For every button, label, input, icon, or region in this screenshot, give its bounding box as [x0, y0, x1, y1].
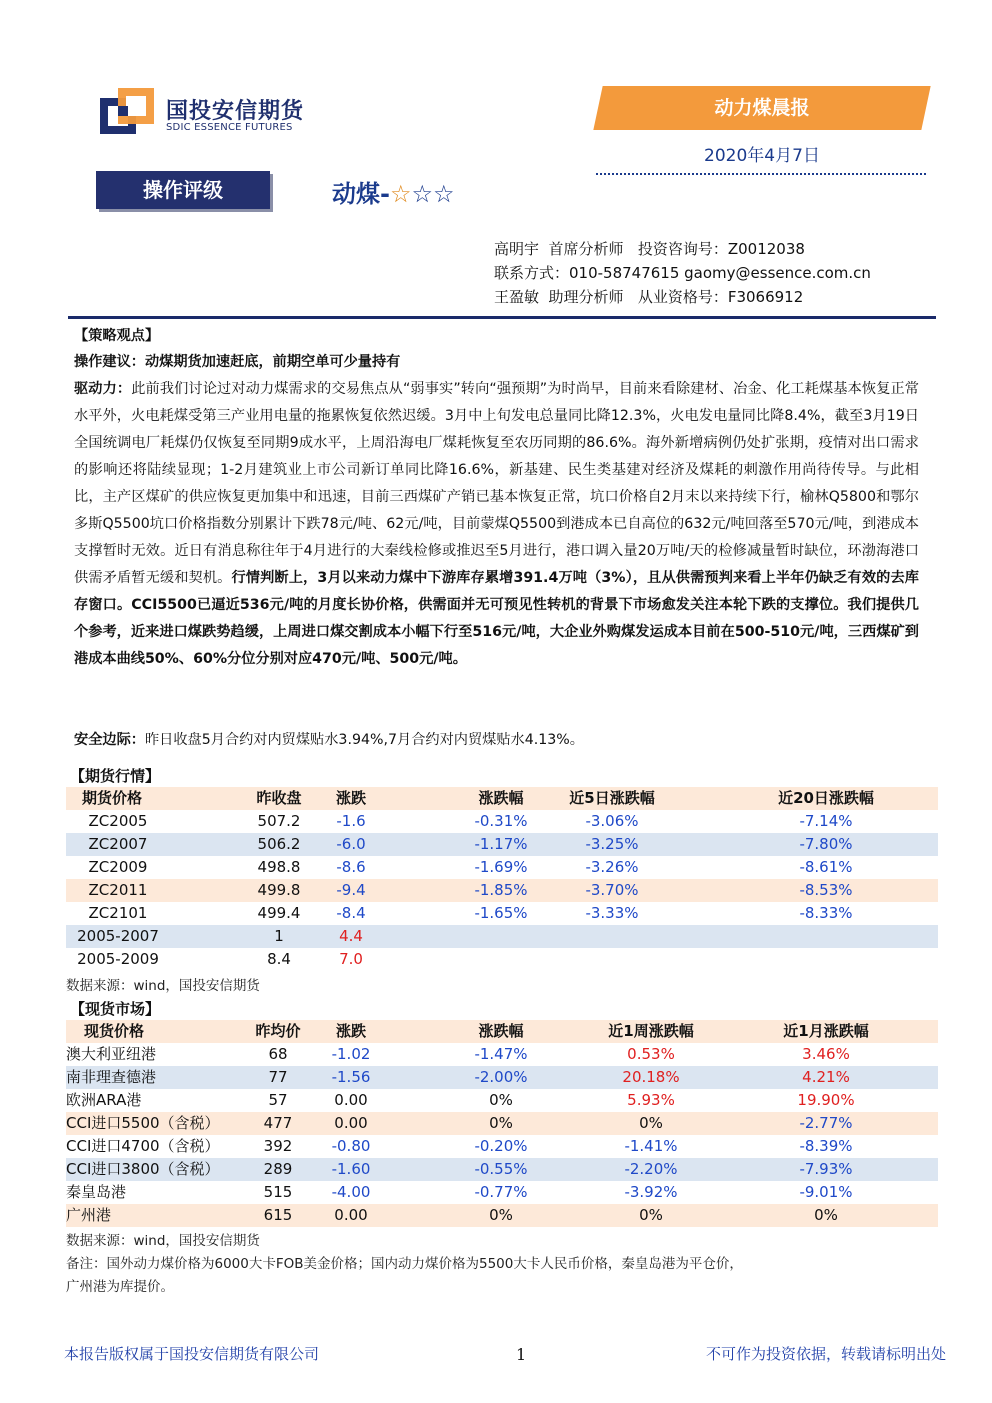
futures-heading: 【期货行情】 [70, 767, 161, 785]
spot-cell: 欧洲ARA港 [66, 1091, 142, 1109]
spot-cell: CCI进口5500（含税） [66, 1114, 220, 1132]
spot-source: 数据来源：wind，国投安信期货 [66, 1233, 260, 1249]
futures-cell: -6.0 [336, 835, 366, 853]
futures-cell: -8.53% [799, 881, 853, 899]
spot-cell: -8.39% [799, 1137, 853, 1155]
futures-cell: -1.85% [474, 881, 528, 899]
futures-cell: 4.4 [339, 927, 363, 945]
spot-cell: -2.00% [474, 1068, 528, 1086]
futures-cell: -7.14% [799, 812, 853, 830]
footer-copyright: 本报告版权属于国投安信期货有限公司 [64, 1345, 320, 1363]
spot-row [66, 1158, 938, 1181]
spot-note-1: 备注：国外动力煤价格为6000大卡FOB美金价格；国内动力煤价格为5500大卡人民币价格，秦皇岛港为平仓价， [66, 1256, 743, 1272]
futures-cell: -8.33% [799, 904, 853, 922]
spot-cell: -2.77% [799, 1114, 853, 1132]
futures-header-cell: 近20日涨跌幅 [778, 789, 874, 807]
spot-header-row [66, 1020, 938, 1043]
futures-header-row [66, 787, 938, 810]
spot-row [66, 1112, 938, 1135]
spot-cell: -4.00 [331, 1183, 371, 1201]
spot-row [66, 1089, 938, 1112]
spot-cell: 615 [263, 1206, 293, 1224]
spot-cell: 20.18% [622, 1068, 680, 1086]
spot-cell: -0.80 [331, 1137, 371, 1155]
safety-text: 昨日收盘5月合约对内贸煤贴水3.94%,7月合约对内贸煤贴水4.13%。 [144, 732, 584, 748]
futures-cell: -3.26% [585, 858, 639, 876]
futures-cell: -1.17% [474, 835, 528, 853]
futures-header-cell: 昨收盘 [256, 789, 302, 807]
spot-row [66, 1204, 938, 1227]
spot-row [66, 1181, 938, 1204]
rating-label: 操作评级 [143, 178, 223, 202]
spot-cell: 3.46% [802, 1045, 850, 1063]
analyst-contact: 联系方式：010-58747615 gaomy@essence.com.cn [494, 264, 871, 282]
spot-cell: 南非理查德港 [66, 1068, 157, 1086]
spot-cell: 515 [263, 1183, 293, 1201]
driver-judgement: 行情判断上，3月以来动力煤中下游库存累增391.4万吨（3%），且从供需预判来看上半年仍缺乏有效的去库存窗口。CCI5500已逼近536元/吨的月度长协价格，供需面并无可预见性转机的背景下市场愈发关注本轮下跌的支撑位。我们提供几个参考，近来进口煤跌势趋缓，上周进口煤交割成本小幅下行至516元/吨，大企业外购煤发运成本目前在500-510元/吨，三西煤矿到港成本曲线50%、60%分位分别对应470元/吨、500元/吨。 [74, 570, 919, 667]
spot-cell: 5.93% [627, 1091, 675, 1109]
spot-cell: 0.00 [334, 1114, 368, 1132]
driver-paragraph [74, 376, 919, 673]
futures-cell: -3.06% [585, 812, 639, 830]
spot-cell: -7.93% [799, 1160, 853, 1178]
futures-cell: ZC2007 [88, 835, 148, 853]
futures-cell: -1.6 [336, 812, 366, 830]
spot-cell: -3.92% [624, 1183, 678, 1201]
futures-cell: 507.2 [257, 812, 301, 830]
futures-cell: -3.25% [585, 835, 639, 853]
header-rule [68, 316, 936, 319]
spot-heading: 【现货市场】 [70, 1000, 161, 1018]
futures-row [66, 925, 938, 948]
futures-source: 数据来源：wind，国投安信期货 [66, 978, 260, 994]
analyst-line-2: 王盈敏 助理分析师 从业资格号：F3066912 [494, 288, 804, 306]
spot-cell: 289 [263, 1160, 293, 1178]
spot-header-cell: 现货价格 [84, 1022, 145, 1040]
spot-cell: -1.41% [624, 1137, 678, 1155]
futures-cell: -8.6 [336, 858, 366, 876]
advice-label: 操作建议： [74, 354, 145, 370]
futures-header-cell: 涨跌幅 [478, 789, 524, 807]
futures-row [66, 810, 938, 833]
spot-row [66, 1066, 938, 1089]
futures-cell: -8.61% [799, 858, 853, 876]
spot-cell: -1.56 [331, 1068, 371, 1086]
rating-stars-icon: ☆☆☆ [389, 180, 455, 208]
spot-header-cell: 涨跌 [335, 1022, 367, 1040]
spot-cell: 秦皇岛港 [66, 1183, 127, 1201]
spot-note-2: 广州港为库提价。 [66, 1279, 174, 1295]
spot-row [66, 1043, 938, 1066]
footer-disclaimer: 不可作为投资依据，转载请标明出处 [706, 1345, 947, 1363]
futures-cell: ZC2005 [88, 812, 148, 830]
spot-cell: 57 [268, 1091, 288, 1109]
futures-cell: -8.4 [336, 904, 366, 922]
rating-product-name: 动煤- [332, 180, 390, 208]
futures-row [66, 902, 938, 925]
spot-cell: -2.20% [624, 1160, 678, 1178]
spot-cell: 0% [489, 1091, 513, 1109]
spot-cell: 19.90% [797, 1091, 855, 1109]
operation-advice [74, 349, 400, 376]
safety-margin [74, 727, 584, 754]
spot-cell: -1.60 [331, 1160, 371, 1178]
futures-row [66, 856, 938, 879]
futures-header-cell: 涨跌 [335, 789, 367, 807]
spot-cell: -1.02 [331, 1045, 371, 1063]
spot-header-cell: 涨跌幅 [478, 1022, 524, 1040]
spot-cell: 澳大利亚纽港 [66, 1045, 157, 1063]
company-name-en: SDIC ESSENCE FUTURES [166, 122, 293, 133]
futures-header-cell: 近5日涨跌幅 [569, 789, 655, 807]
futures-cell: 506.2 [257, 835, 301, 853]
futures-cell: -3.70% [585, 881, 639, 899]
driver-label: 驱动力： [74, 381, 132, 397]
futures-cell: -1.69% [474, 858, 528, 876]
spot-cell: -0.20% [474, 1137, 528, 1155]
spot-cell: 0.00 [334, 1091, 368, 1109]
spot-cell: -1.47% [474, 1045, 528, 1063]
futures-cell: 499.8 [257, 881, 301, 899]
spot-cell: 广州港 [66, 1206, 112, 1224]
spot-cell: 0% [639, 1206, 663, 1224]
futures-cell: -1.65% [474, 904, 528, 922]
futures-cell: 498.8 [257, 858, 301, 876]
futures-cell: ZC2011 [88, 881, 148, 899]
strategy-heading: 【策略观点】 [74, 328, 160, 344]
spot-header-cell: 近1周涨跌幅 [608, 1022, 694, 1040]
dotted-divider [596, 173, 926, 175]
spot-cell: 477 [263, 1114, 293, 1132]
analyst-line-1: 高明宇 首席分析师 投资咨询号：Z0012038 [494, 240, 805, 258]
report-title: 动力煤晨报 [714, 97, 810, 119]
futures-cell: 7.0 [339, 950, 363, 968]
futures-cell: 1 [274, 927, 284, 945]
futures-cell: ZC2009 [88, 858, 148, 876]
spot-cell: 0% [489, 1206, 513, 1224]
futures-cell: -7.80% [799, 835, 853, 853]
spot-cell: 392 [263, 1137, 293, 1155]
spot-cell: CCI进口3800（含税） [66, 1160, 220, 1178]
futures-cell: -0.31% [474, 812, 528, 830]
driver-text: 此前我们讨论过对动力煤需求的交易焦点从“弱事实”转向“强预期”为时尚早，目前来看除建材、冶金、化工耗煤基本恢复正常水平外，火电耗煤受第三产业用电量的拖累恢复依然迟缓。3月中上旬发电总量同比降12.3%，火电发电量同比降8.4%，截至3月19日全国统调电厂耗煤仍仅恢复至同期9成水平，上周沿海电厂煤耗恢复至农历同期的86.6%。海外新增病例仍处扩张期，疫情对出口需求的影响还将陆续显现；1-2月建筑业上市公司新订单同比降16.6%，新基建、民生类基建对经济及煤耗的刺激作用尚待传导。与此相比，主产区煤矿的供应恢复更加集中和迅速，目前三西煤矿产销已基本恢复正常，坑口价格自2月末以来持续下行，榆林Q5800和鄂尔多斯Q5500坑口价格指数分别累计下跌78元/吨、62元/吨，目前蒙煤Q5500到港成本已自高位的632元/吨回落至570元/吨，到港成本支撑暂时无效。近日有消息称往年于4月进行的大秦线检修或推迟至5月进行，港口调入量20万吨/天的检修减量暂时缺位，环渤海港口供需矛盾暂无缓和契机。 [74, 381, 919, 586]
spot-cell: 0% [489, 1114, 513, 1132]
spot-row [66, 1135, 938, 1158]
spot-cell: -0.77% [474, 1183, 528, 1201]
futures-row [66, 833, 938, 856]
spot-header-cell: 昨均价 [255, 1022, 301, 1040]
report-date: 2020年4月7日 [704, 146, 820, 166]
company-name-cn: 国投安信期货 [166, 99, 305, 124]
futures-cell: -9.4 [336, 881, 366, 899]
futures-row [66, 879, 938, 902]
spot-header-cell: 近1月涨跌幅 [783, 1022, 869, 1040]
spot-cell: -0.55% [474, 1160, 528, 1178]
spot-cell: 0% [814, 1206, 838, 1224]
spot-cell: 0.53% [627, 1045, 675, 1063]
futures-header-cell: 期货价格 [82, 789, 143, 807]
spot-cell: 77 [268, 1068, 288, 1086]
safety-label: 安全边际： [74, 732, 145, 748]
spot-cell: 4.21% [802, 1068, 850, 1086]
spot-cell: 68 [268, 1045, 288, 1063]
rating-product [332, 174, 455, 209]
futures-cell: 8.4 [267, 950, 291, 968]
company-logo-icon [100, 88, 154, 134]
futures-cell: ZC2101 [88, 904, 148, 922]
futures-cell: 2005-2007 [77, 927, 159, 945]
page-number: 1 [516, 1345, 527, 1364]
futures-cell: 2005-2009 [77, 950, 159, 968]
spot-cell: 0% [639, 1114, 663, 1132]
spot-cell: 0.00 [334, 1206, 368, 1224]
futures-row [66, 948, 938, 971]
spot-cell: -9.01% [799, 1183, 853, 1201]
spot-cell: CCI进口4700（含税） [66, 1137, 220, 1155]
advice-text: 动煤期货加速赶底，前期空单可少量持有 [144, 354, 401, 370]
futures-cell: 499.4 [257, 904, 301, 922]
futures-cell: -3.33% [585, 904, 639, 922]
